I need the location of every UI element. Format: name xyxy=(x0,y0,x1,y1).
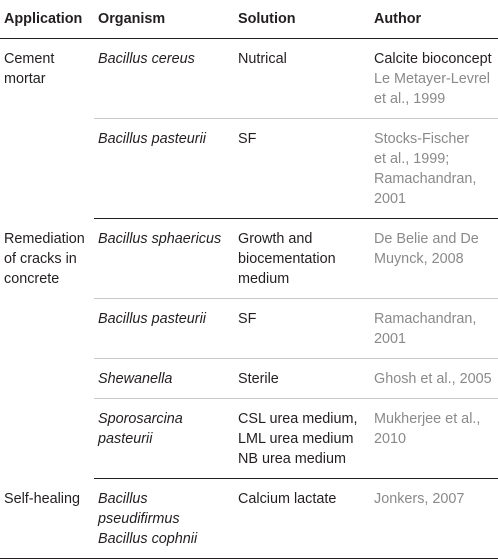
organism-text: Sporosarcina xyxy=(98,411,183,427)
table-row xyxy=(0,39,498,119)
author-cell xyxy=(370,299,498,359)
author-text: Ghosh et al., 2005 xyxy=(374,371,492,387)
author-text: et al., 1999 xyxy=(374,91,446,107)
author-text: Ramachandran, xyxy=(374,311,477,327)
solution-text: Growth and xyxy=(238,231,313,247)
application-text: Cement xyxy=(4,51,55,67)
application-cell xyxy=(0,39,94,219)
author-text: 2010 xyxy=(374,431,407,447)
author-text: 2001 xyxy=(374,331,407,347)
author-text: 2001 xyxy=(374,191,407,207)
application-text: Remediation xyxy=(4,230,85,247)
author-cell xyxy=(370,219,498,299)
table-row xyxy=(0,479,498,559)
organism-text: Bacillus pasteurii xyxy=(98,131,206,147)
organism-text: Bacillus xyxy=(98,491,148,507)
table-row xyxy=(0,219,498,299)
solution-text: Nutrical xyxy=(238,51,287,67)
author-text: Mukherjee et al., xyxy=(374,411,481,427)
application-text: Self-healing xyxy=(4,490,81,507)
author-text: Calcite bioconcept xyxy=(374,51,492,67)
organism-text: pseudifirmus xyxy=(98,511,180,527)
solution-text: Calcium lactate xyxy=(238,491,337,507)
author-cell xyxy=(370,119,498,219)
organism-text: pasteurii xyxy=(98,431,153,447)
solution-cell xyxy=(234,219,370,299)
solution-cell xyxy=(234,299,370,359)
header-application: Application xyxy=(0,0,94,39)
solution-cell xyxy=(234,39,370,119)
application-text: mortar xyxy=(4,71,46,87)
organism-cell xyxy=(94,299,234,359)
organism-text: Bacillus cereus xyxy=(98,51,195,67)
author-cell xyxy=(370,479,498,559)
table-header xyxy=(0,0,498,39)
author-cell xyxy=(370,359,498,399)
solution-cell xyxy=(234,479,370,559)
solution-cell xyxy=(234,359,370,399)
author-text: Muynck, 2008 xyxy=(374,251,464,267)
author-text: Jonkers, 2007 xyxy=(374,491,465,507)
solution-text: Sterile xyxy=(238,371,279,387)
solution-cell xyxy=(234,119,370,219)
solution-text: NB urea medium xyxy=(238,451,346,467)
organism-cell xyxy=(94,219,234,299)
header-row xyxy=(0,0,498,39)
solution-text: SF xyxy=(238,131,257,147)
solution-text: biocementation xyxy=(238,251,336,267)
organism-text: Bacillus pasteurii xyxy=(98,311,206,327)
application-text: concrete xyxy=(4,270,60,287)
organism-cell xyxy=(94,479,234,559)
solution-text: CSL urea medium, xyxy=(238,411,358,427)
solution-cell xyxy=(234,399,370,479)
organism-text: Bacillus sphaericus xyxy=(98,231,222,247)
solution-text: SF xyxy=(238,311,257,327)
organism-cell xyxy=(94,119,234,219)
author-cell xyxy=(370,39,498,119)
header-solution: Solution xyxy=(234,0,370,39)
header-author: Author xyxy=(370,0,498,39)
author-cell xyxy=(370,399,498,479)
author-text: Stocks-Fischer xyxy=(374,131,470,147)
organism-cell xyxy=(94,39,234,119)
table-body xyxy=(0,39,498,559)
solution-text: medium xyxy=(238,271,290,287)
application-cell xyxy=(0,219,94,479)
header-organism: Organism xyxy=(94,0,234,39)
author-text: et al., 1999; xyxy=(374,151,450,167)
application-cell xyxy=(0,479,94,559)
organism-cell xyxy=(94,399,234,479)
solution-text: LML urea medium xyxy=(238,431,354,447)
author-text: Ramachandran, xyxy=(374,171,477,187)
author-text: De Belie and De xyxy=(374,231,479,247)
organism-text: Bacillus cophnii xyxy=(98,531,198,547)
organism-text: Shewanella xyxy=(98,371,173,387)
organism-cell xyxy=(94,359,234,399)
author-text: Le Metayer-Levrel xyxy=(374,71,490,87)
application-text: of cracks in xyxy=(4,250,77,267)
